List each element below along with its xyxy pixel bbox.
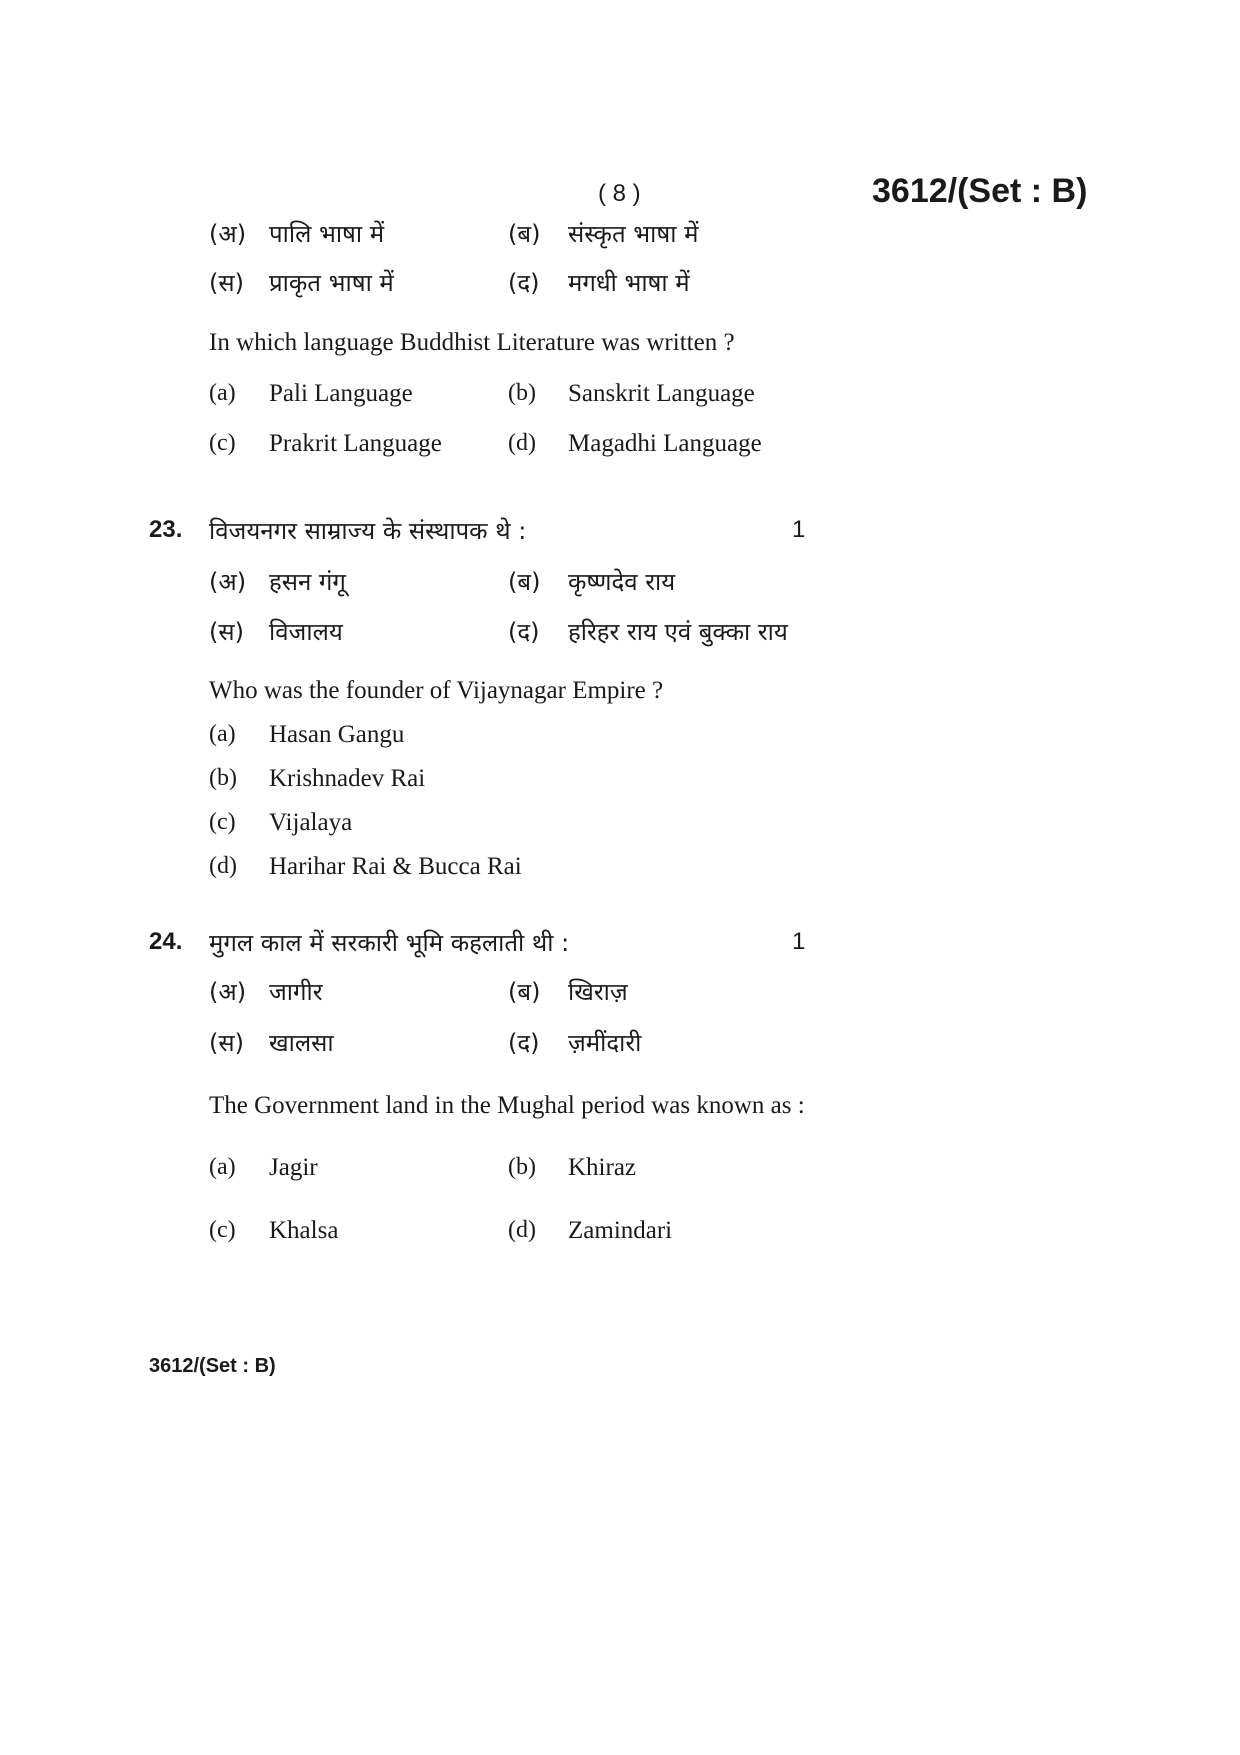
option-key: (ब) xyxy=(508,220,541,248)
option-text: Magadhi Language xyxy=(568,430,762,457)
q22-english-question: In which language Buddhist Literature was written ? xyxy=(209,329,735,356)
option-key: (अ) xyxy=(209,568,247,596)
paper-code-header: 3612/(Set : B) xyxy=(872,172,1088,210)
option-text: Pali Language xyxy=(269,380,413,407)
option-key: (d) xyxy=(209,853,237,879)
option-key: (a) xyxy=(209,380,236,406)
option-key: (b) xyxy=(508,380,536,406)
option-text: Hasan Gangu xyxy=(269,721,405,748)
option-text: Vijalaya xyxy=(269,809,353,836)
q23-english-question: Who was the founder of Vijaynagar Empire ? xyxy=(209,677,664,704)
option-text: कृष्णदेव राय xyxy=(568,568,676,596)
option-text: Harihar Rai & Bucca Rai xyxy=(269,853,522,880)
option-key: (b) xyxy=(508,1154,536,1180)
option-text: संस्कृत भाषा में xyxy=(568,220,699,248)
option-key: (स) xyxy=(209,1029,244,1057)
option-text: पालि भाषा में xyxy=(269,220,385,248)
option-text: ज़मींदारी xyxy=(568,1029,642,1057)
q23-hindi-question: विजयनगर साम्राज्य के संस्थापक थे : xyxy=(209,517,527,545)
option-key: (c) xyxy=(209,1217,236,1243)
option-key: (c) xyxy=(209,809,236,835)
q24-english-question: The Government land in the Mughal period was known as : xyxy=(209,1092,805,1119)
option-key: (ब) xyxy=(508,978,541,1006)
q24-marks: 1 xyxy=(792,928,806,955)
option-text: Khiraz xyxy=(568,1154,637,1181)
page-number: ( 8 ) xyxy=(598,180,641,207)
option-key: (c) xyxy=(209,430,236,456)
q24-hindi-question: मुगल काल में सरकारी भूमि कहलाती थी : xyxy=(209,929,570,957)
option-text: विजालय xyxy=(269,618,343,646)
option-text: खिराज़ xyxy=(568,978,628,1006)
question-number: 23. xyxy=(149,516,183,543)
option-text: हरिहर राय एवं बुक्का राय xyxy=(568,618,788,646)
option-key: (द) xyxy=(508,618,540,646)
paper-code-footer: 3612/(Set : B) xyxy=(149,1355,276,1377)
option-key: (b) xyxy=(209,765,237,791)
option-text: प्राकृत भाषा में xyxy=(269,269,394,297)
option-text: Jagir xyxy=(269,1154,318,1181)
option-text: जागीर xyxy=(269,978,323,1006)
option-text: Prakrit Language xyxy=(269,430,442,457)
option-key: (ब) xyxy=(508,568,541,596)
option-text: Zamindari xyxy=(568,1217,673,1244)
option-key: (स) xyxy=(209,269,244,297)
option-text: Krishnadev Rai xyxy=(269,765,426,792)
question-number: 24. xyxy=(149,928,183,955)
option-key: (a) xyxy=(209,721,236,747)
option-key: (अ) xyxy=(209,220,247,248)
option-text: खालसा xyxy=(269,1029,334,1057)
option-key: (स) xyxy=(209,618,244,646)
option-text: हसन गंगू xyxy=(269,568,346,596)
option-key: (d) xyxy=(508,1217,536,1243)
option-key: (द) xyxy=(508,1029,540,1057)
option-key: (अ) xyxy=(209,978,247,1006)
option-text: Sanskrit Language xyxy=(568,380,755,407)
option-key: (a) xyxy=(209,1154,236,1180)
option-text: मगधी भाषा में xyxy=(568,269,690,297)
q23-marks: 1 xyxy=(792,516,806,543)
option-key: (द) xyxy=(508,269,540,297)
option-text: Khalsa xyxy=(269,1217,339,1244)
option-key: (d) xyxy=(508,430,536,456)
